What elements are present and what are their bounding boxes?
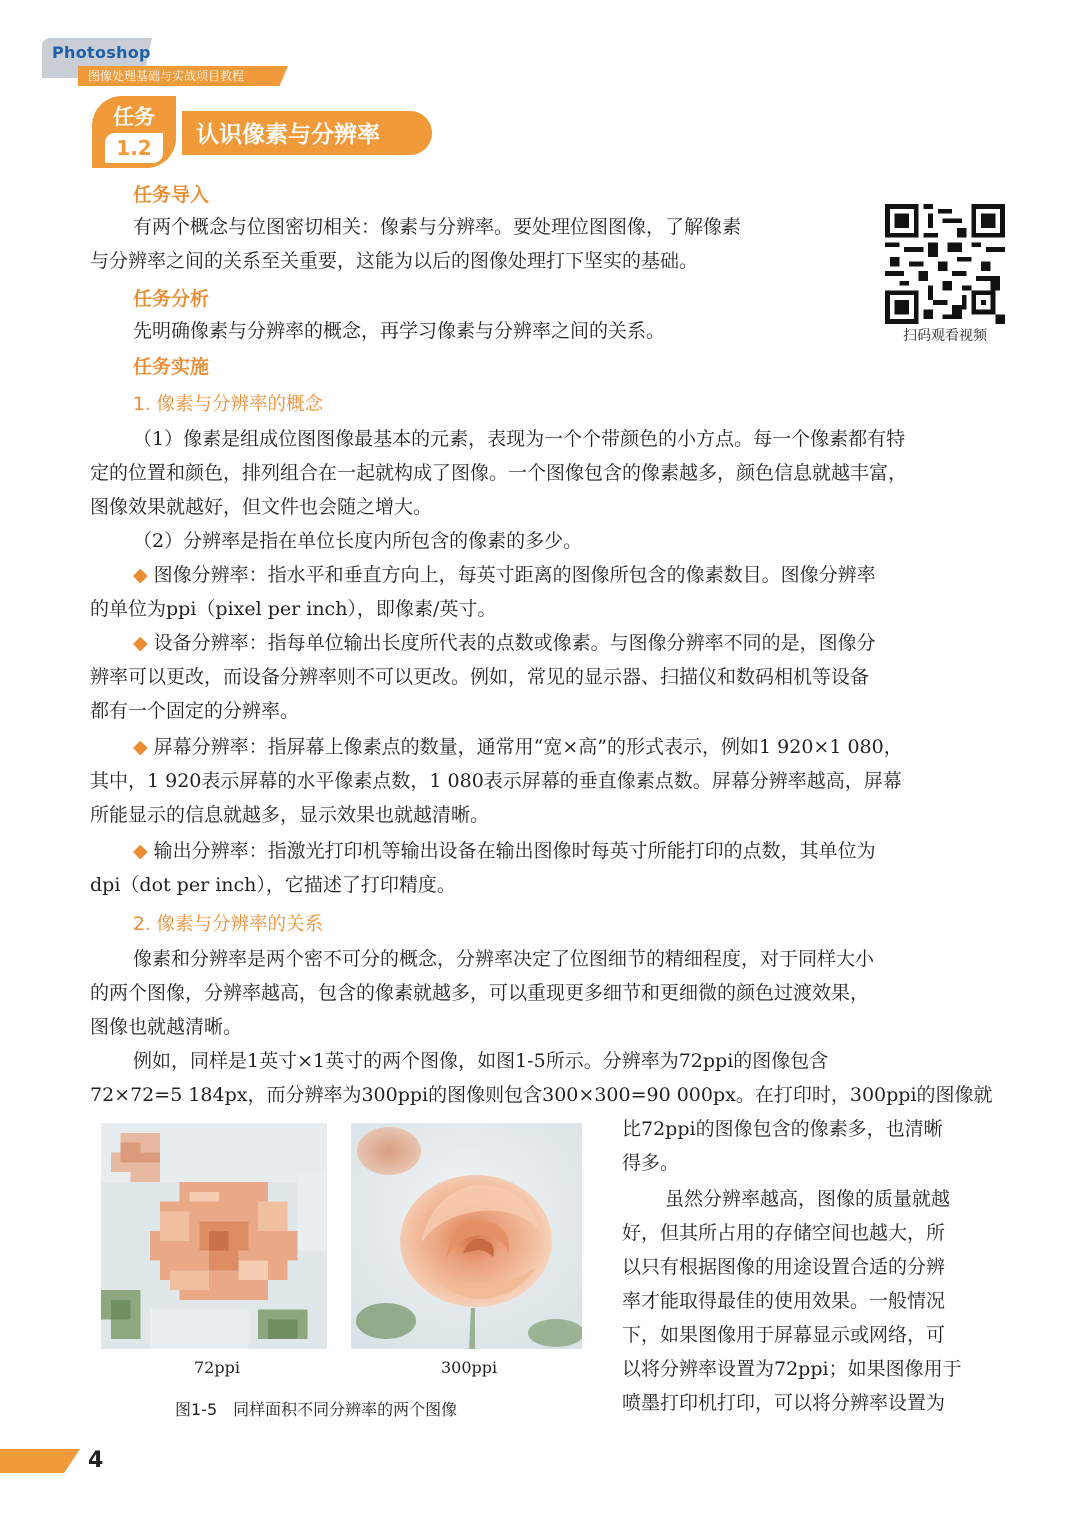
p4-line-2: 72×72=5 184px，而分辨率为300ppi的图像则包含300×300=90 000px。在打印时，300ppi的图像就 <box>90 1084 993 1106</box>
task-word: 任务 <box>113 105 155 129</box>
diamond-icon: ◆ <box>133 736 148 758</box>
bullet-4-line-1 <box>133 834 876 868</box>
label-300ppi: 300ppi <box>441 1358 498 1377</box>
subheading-1: 1. 像素与分辨率的概念 <box>133 394 324 415</box>
bullet-3-text: 屏幕分辨率：指屏幕上像素点的数量，通常用“宽×高”的形式表示，例如1 920×1 080， <box>153 736 903 758</box>
rose-72ppi-image <box>99 1123 329 1349</box>
p5-line-5: 下，如果图像用于屏幕显示或网络，可 <box>622 1324 946 1346</box>
bullet-2-line-2: 辨率可以更改，而设备分辨率则不可以更改。例如，常见的显示器、扫描仪和数码相机等设备 <box>90 666 870 688</box>
p3-line-1: 像素和分辨率是两个密不可分的概念，分辨率决定了位图细节的精细程度，对于同样大小 <box>133 948 875 970</box>
intro-line-2: 与分辨率之间的关系至关重要，这能为以后的图像处理打下坚实的基础。 <box>90 250 699 272</box>
bullet-2-line-3: 都有一个固定的分辨率。 <box>90 700 300 722</box>
analysis-line: 先明确像素与分辨率的概念，再学习像素与分辨率之间的关系。 <box>133 320 666 342</box>
task-title: 认识像素与分辨率 <box>196 122 380 148</box>
label-72ppi: 72ppi <box>194 1358 240 1377</box>
subheading-2: 2. 像素与分辨率的关系 <box>133 914 324 935</box>
bullet-3-line-1 <box>133 730 903 764</box>
p5-line-4: 率才能取得最佳的使用效果。一般情况 <box>622 1290 946 1312</box>
heading-intro: 任务导入 <box>133 184 210 206</box>
p5-line-1: 虽然分辨率越高，图像的质量就越 <box>665 1188 951 1210</box>
task-number: 1.2 <box>105 133 163 163</box>
bullet-1-text: 图像分辨率：指水平和垂直方向上，每英寸距离的图像所包含的像素数目。图像分辨率 <box>153 564 876 586</box>
heading-impl: 任务实施 <box>133 356 210 378</box>
bullet-1-line-2: 的单位为ppi（pixel per inch），即像素/英寸。 <box>90 598 497 620</box>
p5-line-6: 以将分辨率设置为72ppi；如果图像用于 <box>622 1358 962 1380</box>
bullet-4-line-2: dpi（dot per inch），它描述了打印精度。 <box>90 874 456 896</box>
diamond-icon: ◆ <box>133 632 148 654</box>
p1-line-2: 定的位置和颜色，排列组合在一起就构成了图像。一个图像包含的像素越多，颜色信息就越丰富， <box>90 462 908 484</box>
page-number: 4 <box>88 1448 104 1473</box>
p3-line-3: 图像也就越清晰。 <box>90 1016 243 1038</box>
p5-line-2: 好，但其所占用的存储空间也越大，所 <box>622 1222 946 1244</box>
diamond-icon: ◆ <box>133 840 148 862</box>
page-number-bar <box>0 1449 80 1473</box>
bullet-2-line-1 <box>133 626 876 660</box>
heading-analysis: 任务分析 <box>133 288 210 310</box>
bullet-1-line-1 <box>133 558 876 592</box>
bullet-3-line-2: 其中，1 920表示屏幕的水平像素点数，1 080表示屏幕的垂直像素点数。屏幕分辨率越高，屏幕 <box>90 770 902 792</box>
qr-code-icon <box>885 204 1005 324</box>
p1-line-1: （1）像素是组成位图图像最基本的元素，表现为一个个带颜色的小方点。每一个像素都有特 <box>133 428 906 450</box>
book-title: 图像处理基础与实战项目教程 <box>88 69 245 83</box>
p2-line: （2）分辨率是指在单位长度内所包含的像素的多少。 <box>133 530 583 552</box>
p5-line-7: 喷墨打印机打印，可以将分辨率设置为 <box>622 1392 946 1414</box>
p4-line-3: 比72ppi的图像包含的像素多，也清晰 <box>622 1118 943 1140</box>
bullet-2-text: 设备分辨率：指每单位输出长度所代表的点数或像素。与图像分辨率不同的是，图像分 <box>153 632 876 654</box>
bullet-4-text: 输出分辨率：指激光打印机等输出设备在输出图像时每英寸所能打印的点数，其单位为 <box>153 840 876 862</box>
diamond-icon: ◆ <box>133 564 148 586</box>
qr-caption: 扫码观看视频 <box>903 328 987 344</box>
intro-line-1: 有两个概念与位图密切相关：像素与分辨率。要处理位图图像，了解像素 <box>133 216 742 238</box>
rose-300ppi-image <box>351 1123 582 1349</box>
p4-line-4: 得多。 <box>622 1152 680 1174</box>
p4-line-1: 例如，同样是1英寸×1英寸的两个图像，如图1-5所示。分辨率为72ppi的图像包含 <box>133 1050 829 1072</box>
brand-title: Photoshop <box>52 43 151 62</box>
p5-line-3: 以只有根据图像的用途设置合适的分辨 <box>622 1256 946 1278</box>
p3-line-2: 的两个图像，分辨率越高，包含的像素就越多，可以重现更多细节和更细微的颜色过渡效果， <box>90 982 870 1004</box>
p1-line-3: 图像效果就越好，但文件也会随之增大。 <box>90 496 433 518</box>
figure-caption: 图1-5 同样面积不同分辨率的两个图像 <box>175 1400 458 1419</box>
bullet-3-line-3: 所能显示的信息就越多，显示效果也就越清晰。 <box>90 804 490 826</box>
